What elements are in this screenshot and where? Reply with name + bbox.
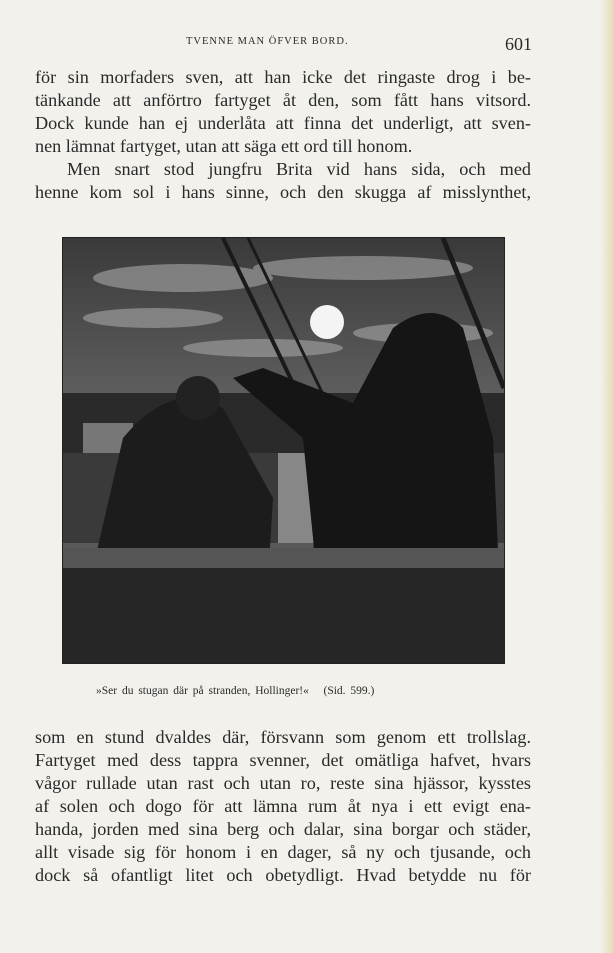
running-title: TVENNE MAN ÖFVER BORD.	[186, 36, 349, 47]
illustration-caption	[96, 685, 374, 697]
caption-text: »Ser du stugan där på stranden, Hollinger!«	[96, 685, 309, 697]
text-line: för sin morfaders sven, att han icke det ringaste drog i be-	[35, 67, 531, 87]
text-line: vågor rullade utan rast och utan ro, reste sina hjässor, kysstes	[35, 773, 531, 793]
text-line: Fartyget med dess tappra svenner, det omätliga hafvet, hvars	[35, 750, 531, 770]
text-line: allt visade sig för honom i en dager, så ny och tjusande, och	[35, 842, 531, 862]
moon	[310, 305, 344, 339]
text-line: henne kom sol i hans sinne, och den skugga af misslynthet,	[35, 182, 531, 202]
text-line: handa, jorden med sina berg och dalar, sina borgar och städer,	[35, 819, 531, 839]
page-edge	[600, 0, 614, 953]
top-text	[35, 66, 531, 204]
night-sea-engraving	[63, 238, 504, 663]
text-line: som en stund dvaldes där, försvann som genom ett trollslag.	[35, 727, 531, 747]
text-line: Dock kunde han ej underlåta att finna det underligt, att sven-	[35, 113, 531, 133]
illustration	[62, 237, 505, 664]
text-line: nen lämnat fartyget, utan att säga ett ord till honom.	[35, 136, 413, 156]
caption-reference: (Sid. 599.)	[323, 685, 375, 697]
page-number: 601	[505, 34, 532, 54]
text-line: Men snart stod jungfru Brita vid hans sida, och med	[67, 159, 531, 179]
text-line: af solen och dogo för att lämna rum åt nya i ett evigt ena-	[35, 796, 531, 816]
text-line: dock så ofantligt litet och obetydligt. Hvad betydde nu för	[35, 865, 531, 885]
ship-railing	[63, 548, 504, 568]
bottom-text	[35, 726, 531, 887]
text-line: tänkande att anförtro fartyget åt den, som fått hans vitsord.	[35, 90, 531, 110]
